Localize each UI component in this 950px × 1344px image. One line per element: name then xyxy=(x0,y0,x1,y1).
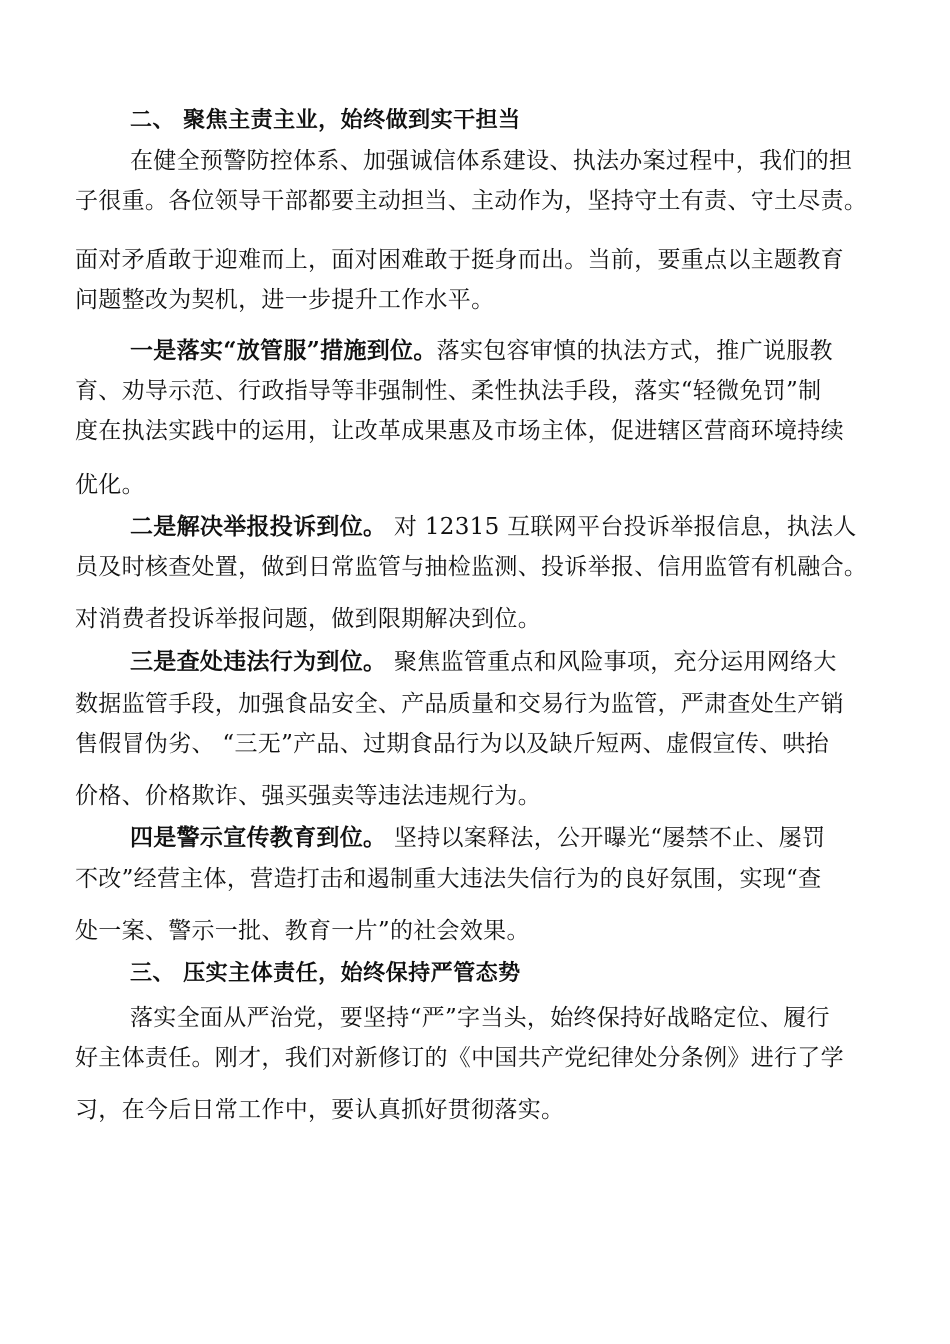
list-item-3 xyxy=(130,647,837,677)
paragraph-line: 价格、价格欺诈、强买强卖等违法违规行为。 xyxy=(75,783,541,809)
paragraph-line: 习，在今后日常工作中，要认真抓好贯彻落实。 xyxy=(75,1097,565,1123)
section-heading-3: 三、 压实主体责任，始终保持严管态势 xyxy=(130,961,521,986)
list-item-2 xyxy=(130,512,857,542)
paragraph-line: 育、劝导示范、行政指导等非强制性、柔性执法手段，落实“轻微免罚”制 xyxy=(75,378,822,404)
item-lead: 一是落实“放管服”措施到位。 xyxy=(130,337,437,364)
item-lead: 二是解决举报投诉到位。 xyxy=(130,513,387,540)
paragraph-line: 度在执法实践中的运用，让改革成果惠及市场主体，促进辖区营商环境持续 xyxy=(75,418,844,444)
section-heading-2: 二、 聚焦主责主业，始终做到实干担当 xyxy=(130,108,521,133)
paragraph-line: 不改”经营主体，营造打击和遏制重大违法失信行为的良好氛围，实现“查 xyxy=(75,866,822,892)
paragraph-line: 优化。 xyxy=(75,472,145,498)
paragraph-line: 员及时核查处置，做到日常监管与抽检监测、投诉举报、信用监管有机融合。 xyxy=(75,554,868,580)
list-item-4 xyxy=(130,823,825,853)
item-lead: 三是查处违法行为到位。 xyxy=(130,648,387,675)
paragraph-line: 面对矛盾敢于迎难而上，面对困难敢于挺身而出。当前，要重点以主题教育 xyxy=(75,247,844,273)
paragraph-line: 处一案、警示一批、教育一片”的社会效果。 xyxy=(75,918,530,944)
paragraph-line: 好主体责任。刚才，我们对新修订的《中国共产党纪律处分条例》进行了学 xyxy=(75,1045,844,1071)
paragraph-line: 在健全预警防控体系、加强诚信体系建设、执法办案过程中，我们的担 xyxy=(130,148,853,174)
paragraph-line: 数据监管手段，加强食品安全、产品质量和交易行为监管，严肃查处生产销 xyxy=(75,691,844,717)
item-text: 坚持以案释法，公开曝光“屡禁不止、屡罚 xyxy=(386,825,826,851)
item-text: 对 12315 互联网平台投诉举报信息，执法人 xyxy=(386,514,857,540)
paragraph-line: 子很重。各位领导干部都要主动担当、主动作为，坚持守土有责、守土尽责。 xyxy=(75,188,868,214)
item-lead: 四是警示宣传教育到位。 xyxy=(130,824,387,851)
paragraph-line: 对消费者投诉举报问题，做到限期解决到位。 xyxy=(75,606,541,632)
list-item-1 xyxy=(130,336,833,366)
paragraph-line: 售假冒伪劣、 “三无”产品、过期食品行为以及缺斤短两、虚假宣传、哄抬 xyxy=(75,731,830,757)
paragraph-line: 问题整改为契机，进一步提升工作水平。 xyxy=(75,287,495,313)
paragraph-line: 落实全面从严治党，要坚持“严”字当头，始终保持好战略定位、履行 xyxy=(130,1005,830,1031)
item-text: 落实包容审慎的执法方式，推广说服教 xyxy=(436,338,833,364)
item-text: 聚焦监管重点和风险事项，充分运用网络大 xyxy=(386,649,837,675)
